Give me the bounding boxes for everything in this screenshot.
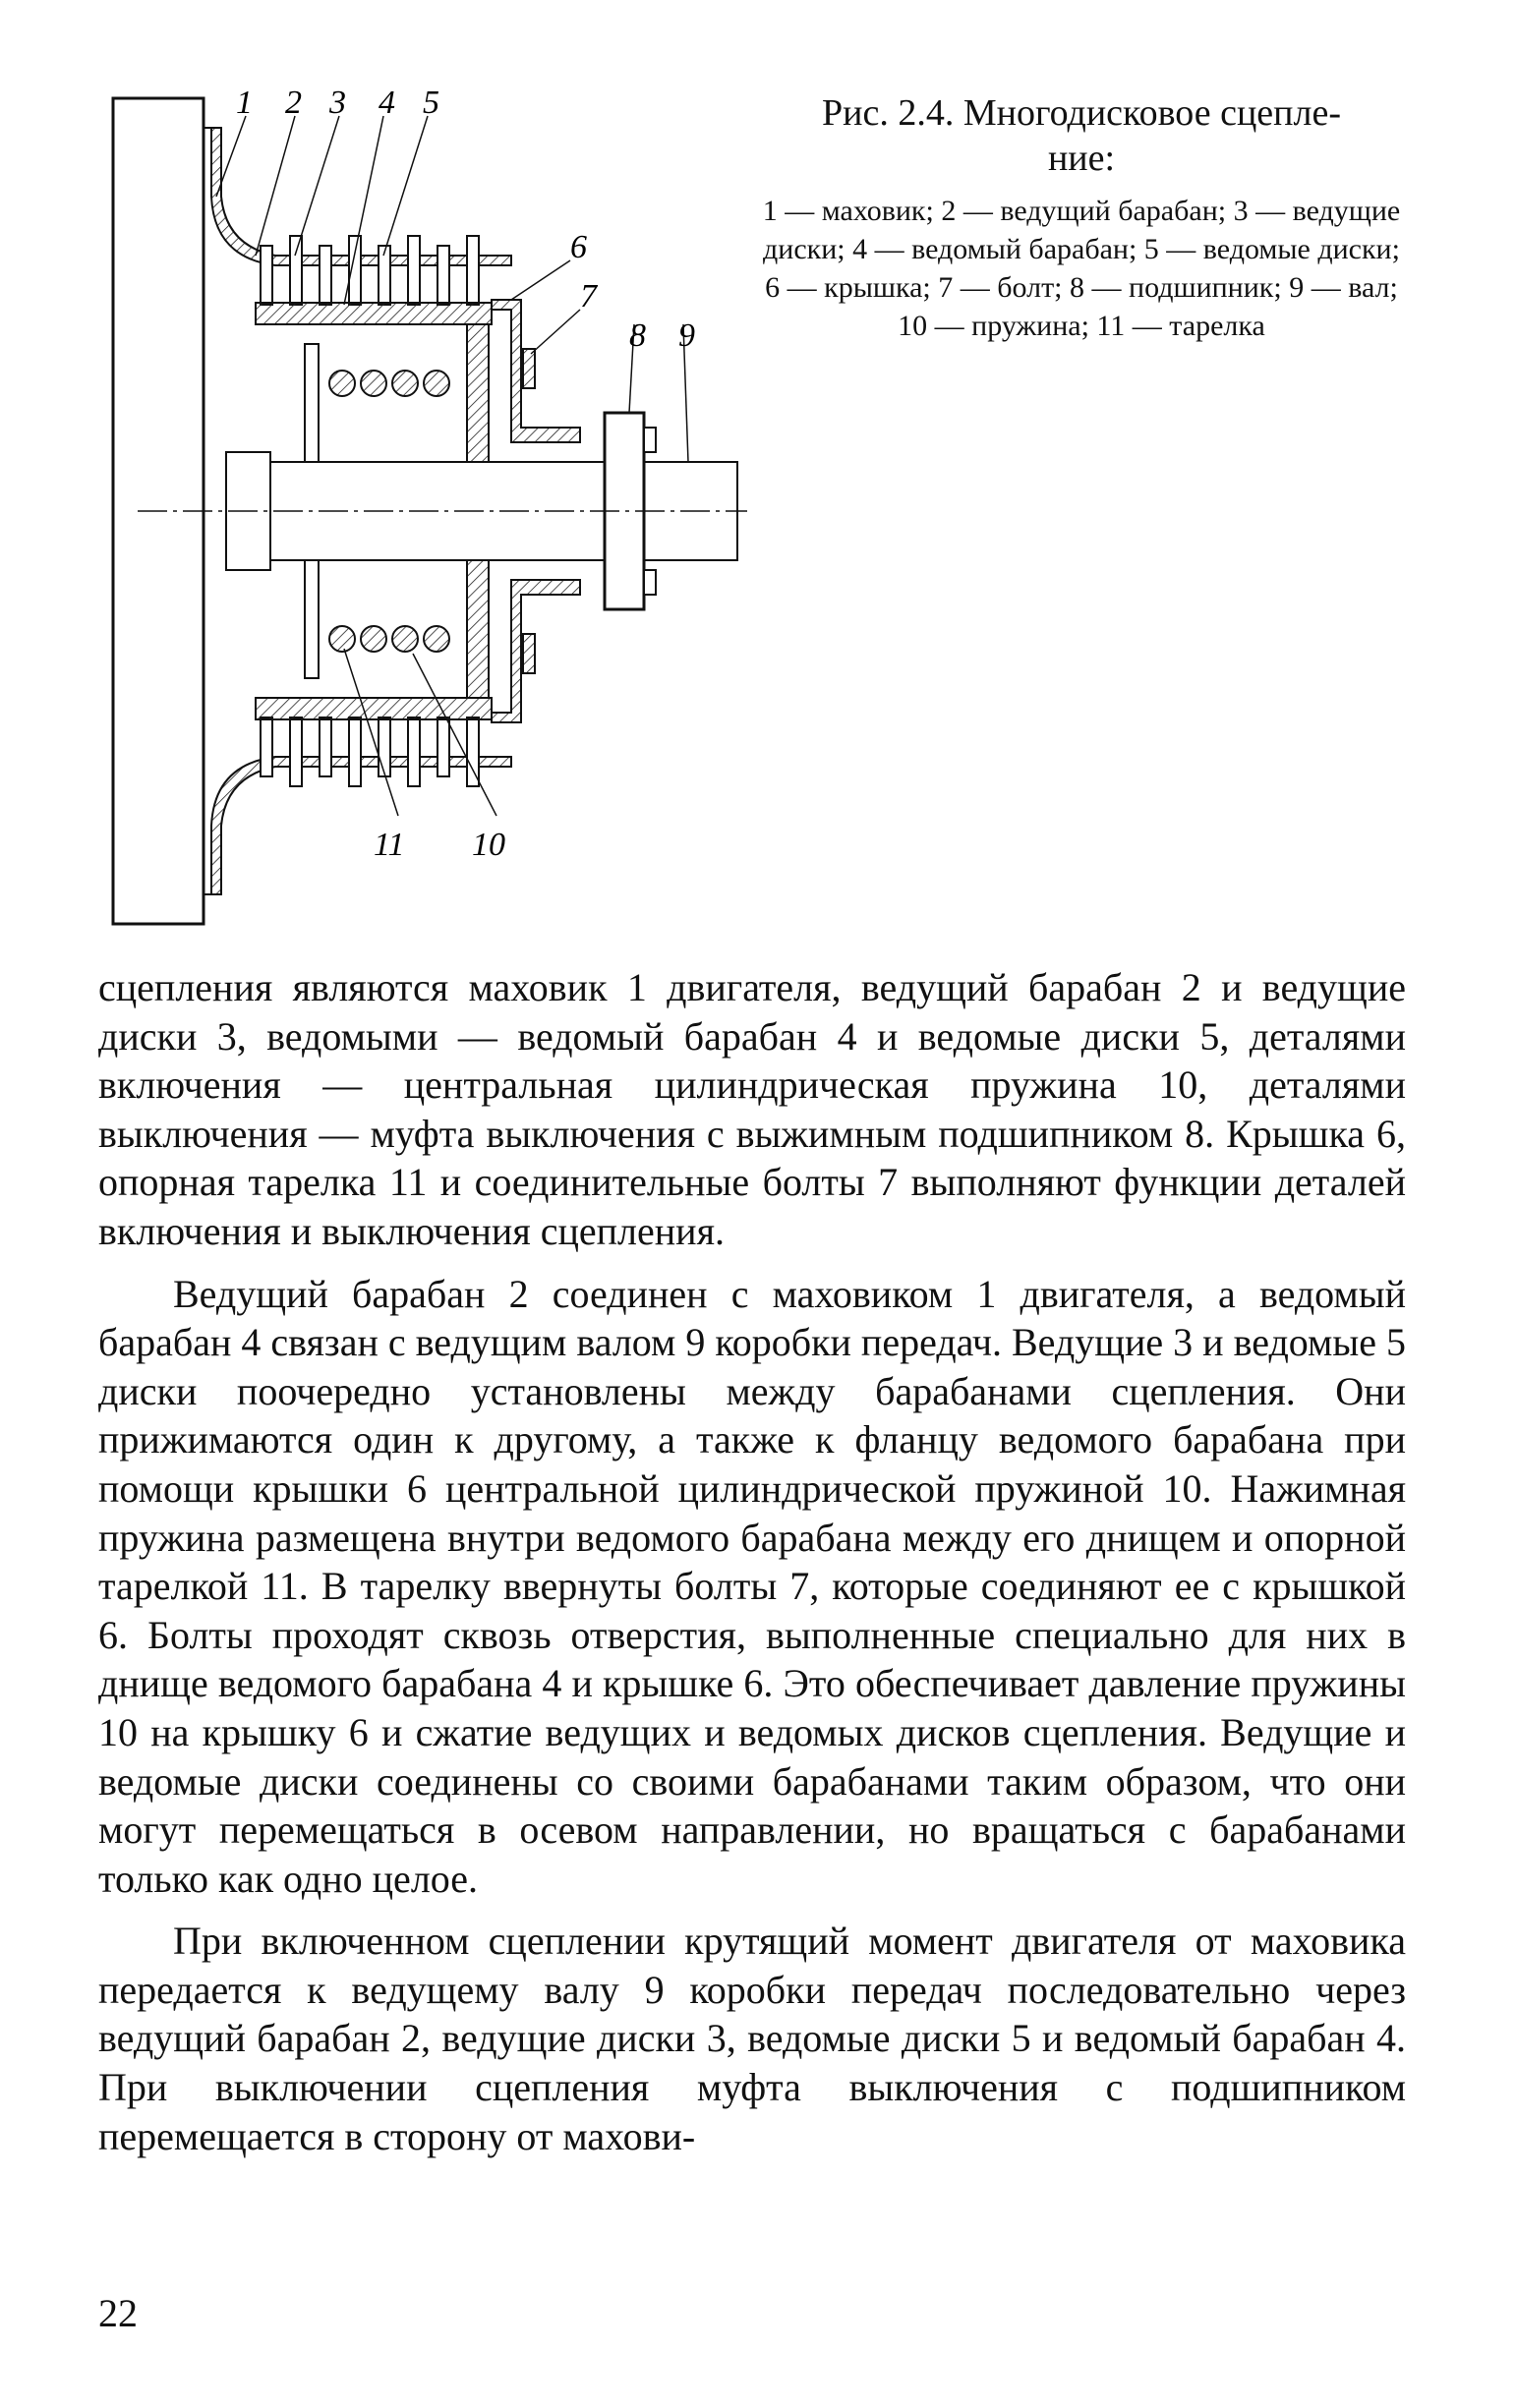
figure-caption [757,90,1406,345]
paragraph-3: При включенном сцеплении крутящий момент двигателя от маховика передается к ведущему валу 9 коробки передач последовательно через ведущий барабан 2, ведущие диски 3, ведомые диски 5 и ведомый барабан 4. При выключении сцепления муфта выключения с подшипником перемещается в сторону от махови- [98,1919,1406,2158]
callout-1: 1 [236,88,253,121]
callout-10: 10 [472,827,505,863]
multi-disc-clutch-drawing [98,88,747,934]
figure-title-line1: Рис. 2.4. Многодисковое сцепле- [822,92,1341,134]
clutch-figure [98,88,747,934]
callout-5: 5 [423,88,439,121]
figure-legend: 1 — маховик; 2 — ведущий барабан; 3 — ведущие диски; 4 — ведомый барабан; 5 — ведомые диски; 6 — крышка; 7 — болт; 8 — подшипник; 9 — вал; 10 — пружина; 11 — тарелка [762,194,1401,342]
callout-11: 11 [374,827,405,863]
plate-bottom [305,560,319,678]
bolt-top [523,349,535,388]
callout-8: 8 [629,317,646,354]
callout-6: 6 [570,229,587,265]
callout-3: 3 [329,88,346,121]
page-number: 22 [98,2291,138,2335]
spring-bottom [329,626,449,652]
figure-title [757,90,1406,182]
callout-2: 2 [285,88,302,121]
spring-top [329,371,449,396]
paragraph-2: Ведущий барабан 2 соединен с маховиком 1 двигателя, а ведомый барабан 4 связан с ведущим валом 9 коробки передач. Ведущие 3 и ведомые 5 диски поочередно установлены между барабанами сцепления. Они прижимаются один к другому, а также к фланцу ведомого барабана при помощи крышки 6 центральной цилиндрической пружиной 10. Нажимная пружина размещена внутри ведомого барабана между его днищем и опорной тарелкой 11. В тарелку ввернуты болты 7, которые соединяют ее с крышкой 6. Болты проходят сквозь отверстия, выполненные специально для них в днище ведомого барабана 4 и крышке 6. Это обеспечивает давление пружины 10 на крышку 6 и сжатие ведущих и ведомых дисков сцепления. Ведущие и ведомые диски соединены со своими барабанами таким образом, что они могут перемещаться в осевом направлении, но вращаться с барабанами только как одно целое. [98,1271,1406,1901]
bolt-bottom [523,634,535,673]
driven-drum-top [256,303,492,324]
paragraph-1: сцепления являются маховик 1 двигателя, ведущий барабан 2 и ведущие диски 3, ведомыми — ведомый барабан 4 и ведомые диски 5, деталями включения — центральная цилиндрическая пружина 10, деталями выключения — муфта выключения с выжимным подшипником 8. Крышка 6, опорная тарелка 11 и соединительные болты 7 выполняют функции деталей включения и выключения сцепления. [98,965,1406,1253]
callout-4: 4 [379,88,395,121]
callout-7: 7 [580,278,597,315]
body-text [98,963,1406,2174]
driven-drum-bottom [256,698,492,719]
figure-title-line2: ние: [1047,138,1116,180]
callout-9: 9 [678,317,695,354]
discs-top [261,236,479,305]
plate-top [305,344,319,462]
